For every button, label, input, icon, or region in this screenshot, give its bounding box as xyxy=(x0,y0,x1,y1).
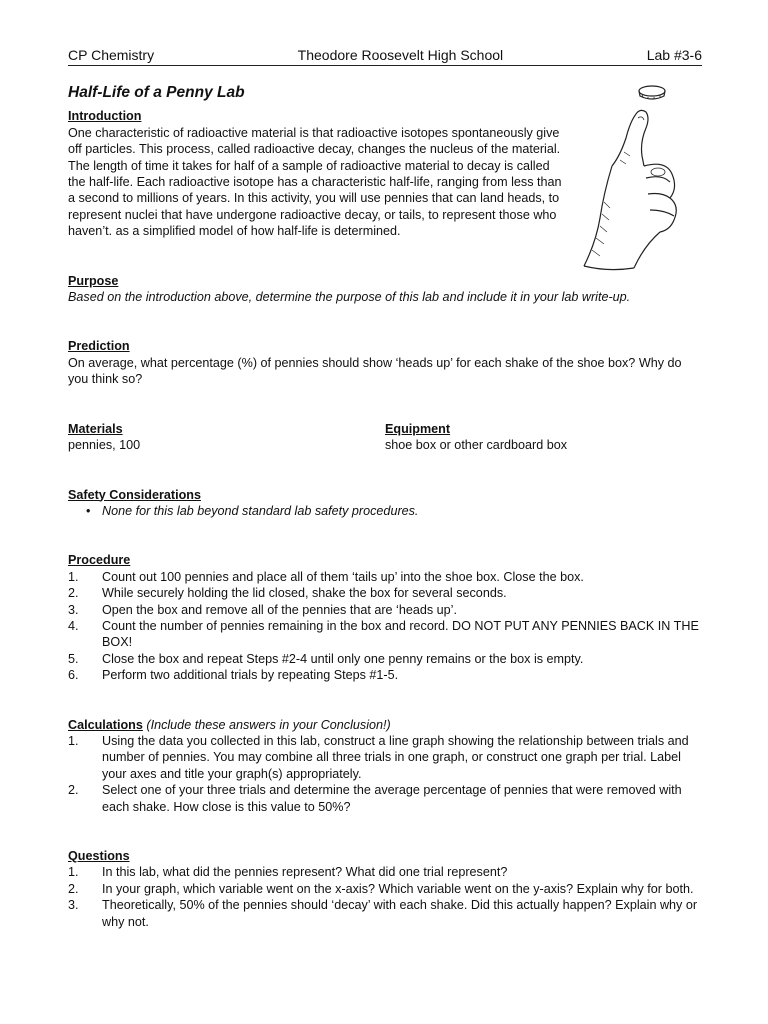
safety-bullet-text: None for this lab beyond standard lab safety procedures. xyxy=(102,503,419,518)
item-text: Open the box and remove all of the pennies that are ‘heads up’. xyxy=(102,602,457,617)
prediction-section xyxy=(68,338,702,387)
item-text: Close the box and repeat Steps #2-4 until only one penny remains or the box is empty. xyxy=(102,651,584,666)
safety-section xyxy=(68,487,702,520)
item-text: In this lab, what did the pennies represent? What did one trial represent? xyxy=(102,865,508,880)
list-item xyxy=(68,651,702,667)
list-item xyxy=(68,897,702,930)
lab-number: Lab #3-6 xyxy=(646,47,702,63)
prediction-heading: Prediction xyxy=(68,339,130,354)
item-number: 6. xyxy=(68,668,79,683)
safety-bullet xyxy=(68,503,702,519)
materials-heading: Materials xyxy=(68,421,123,436)
course-name: CP Chemistry xyxy=(68,47,155,63)
list-item xyxy=(68,864,702,880)
list-item xyxy=(68,618,702,651)
purpose-text: Based on the introduction above, determine the purpose of this lab and include it in your lab write-up. xyxy=(68,290,631,305)
procedure-heading: Procedure xyxy=(68,553,131,568)
item-text: Count out 100 pennies and place all of them ‘tails up’ into the shoe box. Close the box. xyxy=(102,569,584,584)
equipment-heading: Equipment xyxy=(385,421,451,436)
item-text: Count the number of pennies remaining in the box and record. DO NOT PUT ANY PENNIES BACK IN THE BOX! xyxy=(102,618,699,650)
procedure-section xyxy=(68,552,702,683)
item-number: 4. xyxy=(68,618,79,633)
purpose-section xyxy=(68,273,702,306)
questions-section xyxy=(68,848,702,930)
introduction-text: One characteristic of radioactive material is that radioactive isotopes spontaneously give off particles. This process, called radioactive decay, changes the nucleus of the material. The length of time it takes for half of a sample of radioactive material to decay is called the half-life. Each radioactive isotope has a characteristic half-life, ranging from less than a second to millions of years. In this activity, you will use pennies that can land heads, to represent nuclei that have undergone radioactive decay, or tails, to represent those who haven’t. as a simplified model of how half-life is determined. xyxy=(68,125,562,239)
calculations-list xyxy=(68,733,702,815)
list-item xyxy=(68,602,702,618)
coin-flip-hand-icon xyxy=(574,82,706,272)
item-number: 1. xyxy=(68,865,79,880)
equipment-text: shoe box or other cardboard box xyxy=(385,438,568,453)
list-item xyxy=(68,569,702,585)
prediction-text: On average, what percentage (%) of pennies should show ‘heads up’ for each shake of the shoe box? Why do you think so? xyxy=(68,355,682,387)
item-number: 1. xyxy=(68,733,79,748)
item-number: 1. xyxy=(68,569,79,584)
item-text: Theoretically, 50% of the pennies should ‘decay’ with each shake. Did this actually happen? Explain why or why not. xyxy=(102,898,698,929)
item-text: Select one of your three trials and determine the average percentage of pennies that were removed with each shake. How close is this value to 50%? xyxy=(102,783,682,814)
item-number: 5. xyxy=(68,651,79,666)
item-number: 2. xyxy=(68,783,79,798)
calculations-section xyxy=(68,717,702,815)
item-number: 2. xyxy=(68,586,79,601)
materials-column xyxy=(68,421,385,454)
calculations-note: (Include these answers in your Conclusion!) xyxy=(146,717,391,732)
item-text: Perform two additional trials by repeating Steps #1-5. xyxy=(102,668,399,683)
calculations-heading: Calculations xyxy=(68,717,143,732)
item-text: In your graph, which variable went on the x-axis? Which variable went on the y-axis? Explain why for both. xyxy=(102,881,694,896)
introduction-heading: Introduction xyxy=(68,109,142,124)
list-item xyxy=(68,585,702,601)
item-number: 2. xyxy=(68,881,79,896)
list-item xyxy=(68,733,702,782)
list-item xyxy=(68,881,702,897)
item-number: 3. xyxy=(68,898,79,913)
safety-heading: Safety Considerations xyxy=(68,487,201,502)
item-text: Using the data you collected in this lab, construct a line graph showing the relationship between trials and number of pennies. You may combine all three trials in one graph, or construct one graph per trial. Label your axes and title your graph(s) appropriately. xyxy=(102,733,689,781)
item-text: While securely holding the lid closed, shake the box for several seconds. xyxy=(102,586,507,601)
questions-heading: Questions xyxy=(68,849,130,863)
equipment-column xyxy=(385,421,702,454)
procedure-list xyxy=(68,569,702,684)
materials-text: pennies, 100 xyxy=(68,438,141,453)
page-title: Half-Life of a Penny Lab xyxy=(68,84,245,101)
materials-equipment-section xyxy=(68,421,702,454)
list-item xyxy=(68,667,702,683)
purpose-heading: Purpose xyxy=(68,273,119,288)
item-number: 3. xyxy=(68,602,79,617)
page-header xyxy=(68,46,702,66)
school-name: Theodore Roosevelt High School xyxy=(297,47,504,63)
questions-list xyxy=(68,864,702,930)
list-item xyxy=(68,782,702,815)
bullet-icon: • xyxy=(86,503,91,518)
